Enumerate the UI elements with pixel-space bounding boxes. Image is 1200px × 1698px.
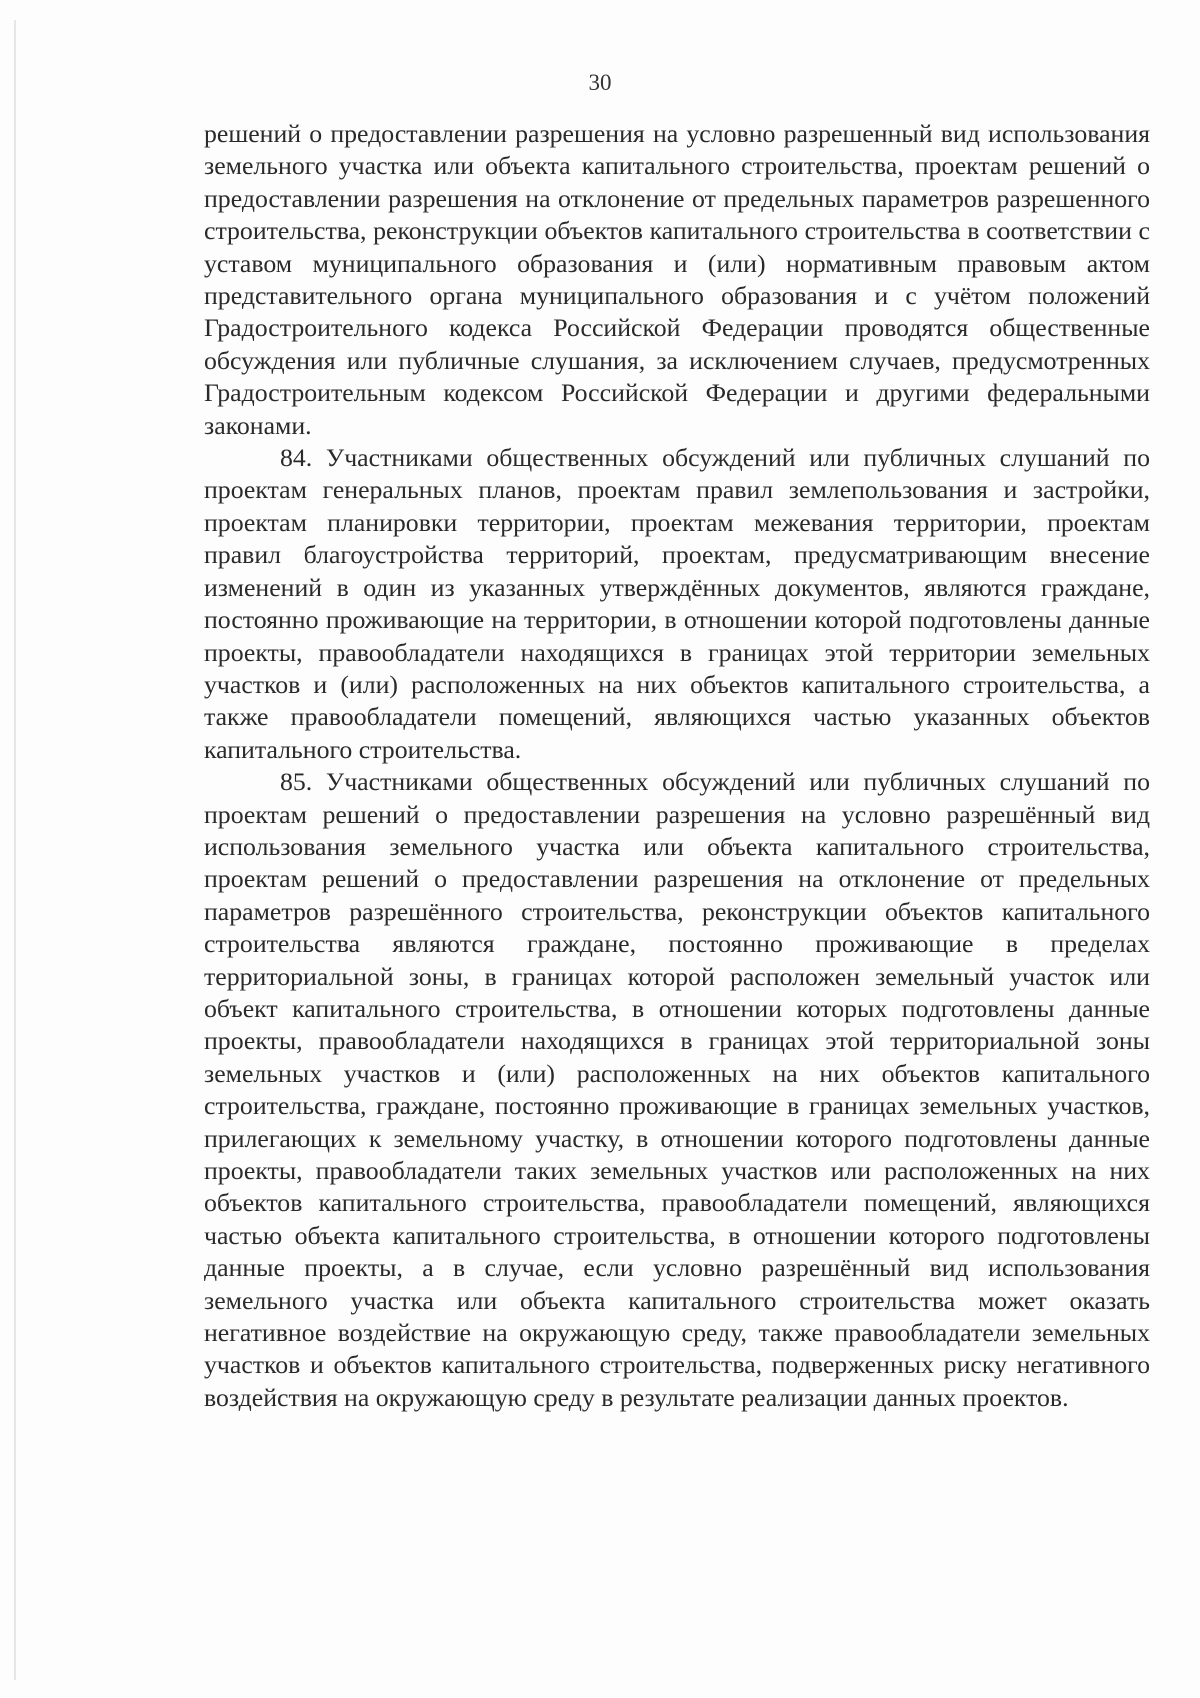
- document-body: [204, 118, 1150, 1414]
- paragraph-84: 84. Участниками общественных обсуждений или публичных слушаний по проектам генеральных планов, проектам правил землепользования и застройки, проектам планировки территории, проектам межевания территории, проектам правил благоустройства территорий, проектам, предусматривающим внесение изменений в один из указанных утверждённых документов, являются граждане, постоянно проживающие на территории, в отношении которой подготовлены данные проекты, правообладатели находящихся в границах этой территории земельных участков и (или) расположенных на них объектов капитального строительства, а также правообладатели помещений, являющихся частью указанных объектов капитального строительства.: [204, 443, 1150, 764]
- scan-edge-shadow: [14, 20, 16, 1680]
- paragraph-continuation: решений о предоставлении разрешения на условно разрешенный вид использования земельного участка или объекта капитального строительства, проектам решений о предоставлении разрешения на отклонение от предельных параметров разрешенного строительства, реконструкции объектов капитального строительства в соответствии с уставом муниципального образования и (или) нормативным правовым актом представительного органа муниципального образования и с учётом положений Градостроительного кодекса Российской Федерации проводятся общественные обсуждения или публичные слушания, за исключением случаев, предусмотренных Градостроительным кодексом Российской Федерации и другими федеральными законами.: [204, 119, 1150, 440]
- paragraph-85: 85. Участниками общественных обсуждений или публичных слушаний по проектам решений о предоставлении разрешения на условно разрешённый вид использования земельного участка или объекта капитального строительства, проектам решений о предоставлении разрешения на отклонение от предельных параметров разрешённого строительства, реконструкции объектов капитального строительства являются граждане, постоянно проживающие в пределах территориальной зоны, в границах которой расположен земельный участок или объект капитального строительства, в отношении которых подготовлены данные проекты, правообладатели находящихся в границах этой территориальной зоны земельных участков и (или) расположенных на них объектов капитального строительства, граждане, постоянно проживающие в границах земельных участков, прилегающих к земельному участку, в отношении которого подготовлены данные проекты, правообладатели таких земельных участков или расположенных на них объектов капитального строительства, правообладатели помещений, являющихся частью объекта капитального строительства, в отношении которого подготовлены данные проекты, а в случае, если условно разрешённый вид использования земельного участка или объекта капитального строительства может оказать негативное воздействие на окружающую среду, также правообладатели земельных участков и объектов капитального строительства, подверженных риску негативного воздействия на окружающую среду в результате реализации данных проектов.: [204, 767, 1150, 1412]
- page-number: 30: [588, 70, 612, 95]
